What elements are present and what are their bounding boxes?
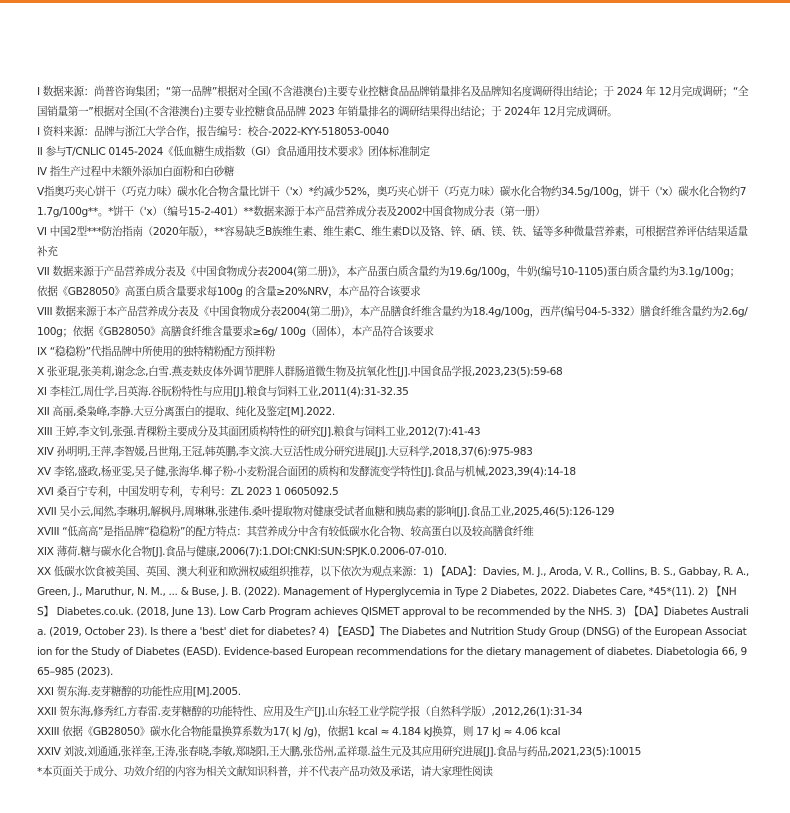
footnote-formula-feature: XVIII “低高高”是指品牌“稳稳粉”的配方特点：其营养成分中含有较低碳水化合物、较高蛋白以及较高膳食纤维 bbox=[37, 526, 534, 538]
footnotes-list bbox=[37, 82, 749, 782]
footnote-ref-highland-barley: XIII 王婷,李文钊,张强.青稞粉主要成分及其面团质构特性的研究[J].粮食与饲料工业,2012(7):41-43 bbox=[37, 426, 481, 438]
footnote-ref-soy-protein: XII 高丽,桑枭峰,李静.大豆分离蛋白的提取、纯化及鉴定[M].2022. bbox=[37, 406, 335, 418]
footnote-protein: VII 数据来源于产品营养成分表及《中国食物成分表2004(第二册)》，本产品蛋白质含量约为19.6g/100g，牛奶(编号10-1105)蛋白质含量约为3.1g/100g；依据《GB28050》高蛋白质含量要求每100g 的含量≥20%NRV，本产品符合该要求 bbox=[37, 266, 740, 298]
footnote-ref-maltitol-paper: XXII 贺东海,修秀红,方春雷.麦芽糖醇的功能特性、应用及生产[J].山东轻工业学院学报（自然科学版）,2012,26(1):31-34 bbox=[37, 706, 583, 718]
footnote-ref-carbs: XIX 薄荷.糖与碳水化合物[J].食品与健康,2006(7):1.DOI:CNKI:SUN:SPJK.0.2006-07-010. bbox=[37, 546, 447, 558]
footnote-low-carb-sources: XX 低碳水饮食被美国、英国、澳大利亚和欧洲权威组织推荐，以下依次为观点来源：1) 【ADA】：Davies, M. J., Aroda, V. R., Collins, B. S., Gabbay, R. A., Green, J., Maruthur, N. M., ... & Buse, J. B. (2022). Management of Hyperglycemia in Type 2 Diabetes, 2022. Diabetes Care, *45*(11). 2) 【NHS】 Diabetes.co.uk. (2018, June 13). Low Carb Program achieves QISMET approval to be recommended by the NHS. 3) 【DA】Diabetes Australia. (2019, October 23). Is there a 'best' diet for diabetes? 4) 【EASD】The Diabetes and Nutrition Study Group (DNSG) of the European Association for the Study of Diabetes (EASD). Evidence-based European recommendations for the dietary management of diabetes. Diabetologia 66, 965–985 (2023). bbox=[37, 566, 749, 678]
footnote-ref-gluten: XI 李桂江,周仕学,吕英海.谷朊粉特性与应用[J].粮食与饲料工业,2011(4):31-32.35 bbox=[37, 386, 409, 398]
footnote-premix: IX “稳稳粉”代指品牌中所使用的独特精粉配方预拌粉 bbox=[37, 346, 276, 358]
footnote-patent: XVI 桑百宁专利，中国发明专利，专利号：ZL 2023 1 0605092.5 bbox=[37, 486, 339, 498]
footnote-ref-oat-bran: X 张亚琨,张美莉,谢念念,白雪.燕麦麸皮体外调节肥胖人群肠道微生物及抗氧化性[J].中国食品学报,2023,23(5):59-68 bbox=[37, 366, 563, 378]
footnote-no-added-sugar: IV 指生产过程中未额外添加白面粉和白砂糖 bbox=[37, 166, 235, 178]
footnote-market-data: I 数据来源：尚普咨询集团；“第一品牌”根据对全国(不含港澳台)主要专业控糖食品品牌销量排名及品牌知名度调研得出结论；于 2024 年 12月完成调研；“全国销量第一”根据对全国(不含港澳台)主要专业控糖食品品牌 2023 年销量排名的调研结果得出结论；于 2024年 12月完成调研。 bbox=[37, 86, 749, 118]
footnote-ref-maltitol-book: XXI 贺东海.麦芽糖醇的功能性应用[M].2005. bbox=[37, 686, 241, 698]
footnote-disclaimer: *本页面关于成分、功效介绍的内容为相关文献知识科普，并不代表产品功效及承诺，请大家理性阅读 bbox=[37, 766, 493, 778]
footnote-zju-report: I 资料来源：品牌与浙江大学合作，报告编号：校合-2022-KYY-518053-0040 bbox=[37, 126, 389, 138]
footnote-energy-conversion: XXIII 依据《GB28050》碳水化合物能量换算系数为17( kJ /g)，依据1 kcal ≈ 4.184 kJ换算，则 17 kJ ≈ 4.06 kcal bbox=[37, 726, 561, 738]
footnote-ref-mulberry: XVII 吴小云,闻然,李琳玥,解枫丹,周琳琳,张建伟.桑叶提取物对健康受试者血糖和胰岛素的影响[J].食品工业,2025,46(5):126-129 bbox=[37, 506, 615, 518]
footnote-gi-standard: II 参与T/CNLIC 0145-2024《低血糖生成指数（GI）食品通用技术要求》团体标准制定 bbox=[37, 146, 430, 158]
footnote-guideline: VI 中国2型***防治指南（2020年版），**容易缺乏B族维生素、维生素C、维生素D以及铬、锌、硒、镁、铁、锰等多种微量营养素，可根据营养评估结果适量补充 bbox=[37, 226, 748, 258]
footnote-carb-comparison: V指奥巧夹心饼干（巧克力味）碳水化合物含量比饼干（'x）*约减少52%，奥巧夹心饼干（巧克力味）碳水化合物约34.5g/100g，饼干（'x）碳水化合物约71.7g/100g**。*饼干（'x）（编号15-2-401）**数据来源于本产品营养成分表及2002中国食物成分表（第一册） bbox=[37, 186, 747, 218]
footnote-fiber: VIII 数据来源于本产品营养成分表及《中国食物成分表2004(第二册)》，本产品膳食纤维含量约为18.4g/100g，西芹(编号04-5-332）膳食纤维含量约为2.6g/100g；依据《GB28050》高膳食纤维含量要求≥6g/ 100g（固体），本产品符合该要求 bbox=[37, 306, 748, 338]
footnote-ref-coconut-flour: XV 李铭,盛政,杨亚雯,吴子健,张海华.椰子粉-小麦粉混合面团的质构和发酵流变学特性[J].食品与机械,2023,39(4):14-18 bbox=[37, 466, 576, 478]
footnote-ref-soy-actives: XIV 孙明明,王萍,李智媛,吕世翔,王冠,韩英鹏,李文滨.大豆活性成分研究进展[J].大豆科学,2018,37(6):975-983 bbox=[37, 446, 533, 458]
top-accent-bar bbox=[0, 0, 790, 3]
footnote-ref-prebiotics: XXIV 刘波,刘通通,张祥奎,王涛,张春晓,李敏,郑晓阳,王大鹏,张岱州,孟祥璟.益生元及其应用研究进展[J].食品与药品,2021,23(5):10015 bbox=[37, 746, 642, 758]
